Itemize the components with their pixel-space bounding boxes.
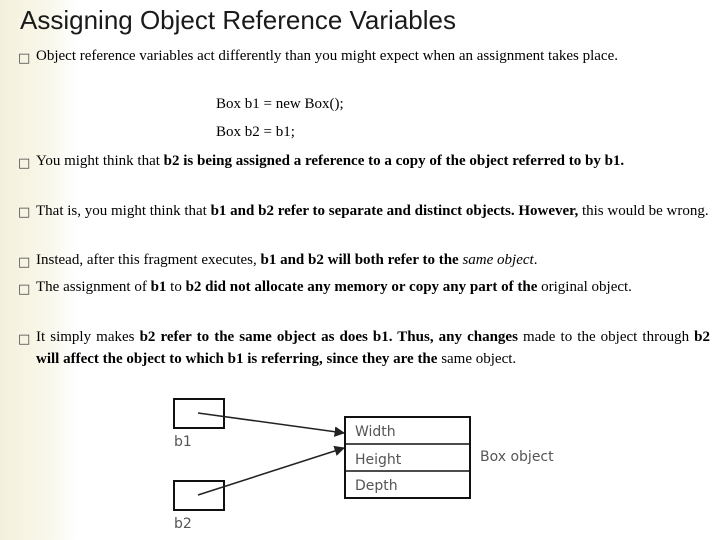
b2-label: b2 [174,516,192,532]
code-line-2: Box b2 = b1; [216,124,295,140]
bullet-text-segment: That is, you might think that [36,203,211,219]
bullet-text-segment: The assignment of [36,279,151,295]
bullet-text-segment: made to the object through [517,329,695,345]
b1-label: b1 [174,434,192,450]
bullet-icon: □ [18,332,31,347]
bullet-text-segment: Instead, after this fragment executes, [36,252,261,268]
bullet-text-segment: same object. [437,350,517,367]
bullet-icon: □ [18,51,31,66]
bullet-text-segment: this would be wrong. [578,203,709,219]
bullet-text-segment: Object reference variables act differently than you might expect when an assignment takes place. [36,48,618,64]
bullet-text-segment: b2 will affect the object to which b1 is referring, since they are the [36,329,710,367]
bullet-text-segment: . [533,252,538,268]
bullet-icon: □ [18,282,31,297]
bullet-text-segment: b2 refer to the same object as does b1. Thus, any changes [139,329,518,345]
bullet-text-segment: b2 is being assigned a reference to a copy of the object referred to by b1. [163,153,625,169]
b2-reference-arrow [198,448,344,495]
bullet-text-segment: b1 [150,279,167,295]
field-width: Width [355,424,396,440]
bullet-text-segment: same object [458,252,534,268]
slide-title: Assigning Object Reference Variables [20,5,456,35]
bullet-icon: □ [18,205,31,220]
bullet-text-segment: You might think that [36,153,164,169]
bullet-text-segment: to [166,279,186,295]
bullet-text-segment: b1 and b2 will both refer to the [260,252,459,268]
code-line-1: Box b1 = new Box(); [216,96,344,112]
bullet-text-segment: original object. [537,279,632,295]
bullet-text-segment: b1 and b2 refer to separate and distinct objects. However, [210,203,579,219]
box-object-label: Box object [480,449,554,465]
bullet-icon: □ [18,156,31,171]
field-depth: Depth [355,478,398,494]
b2-variable-box [174,481,224,510]
bullet-text-segment: It simply makes [36,329,140,345]
bullet-text-segment: b2 did not allocate any memory or copy any part of the [185,279,538,295]
field-height: Height [355,452,402,468]
bullet-icon: □ [18,255,31,270]
